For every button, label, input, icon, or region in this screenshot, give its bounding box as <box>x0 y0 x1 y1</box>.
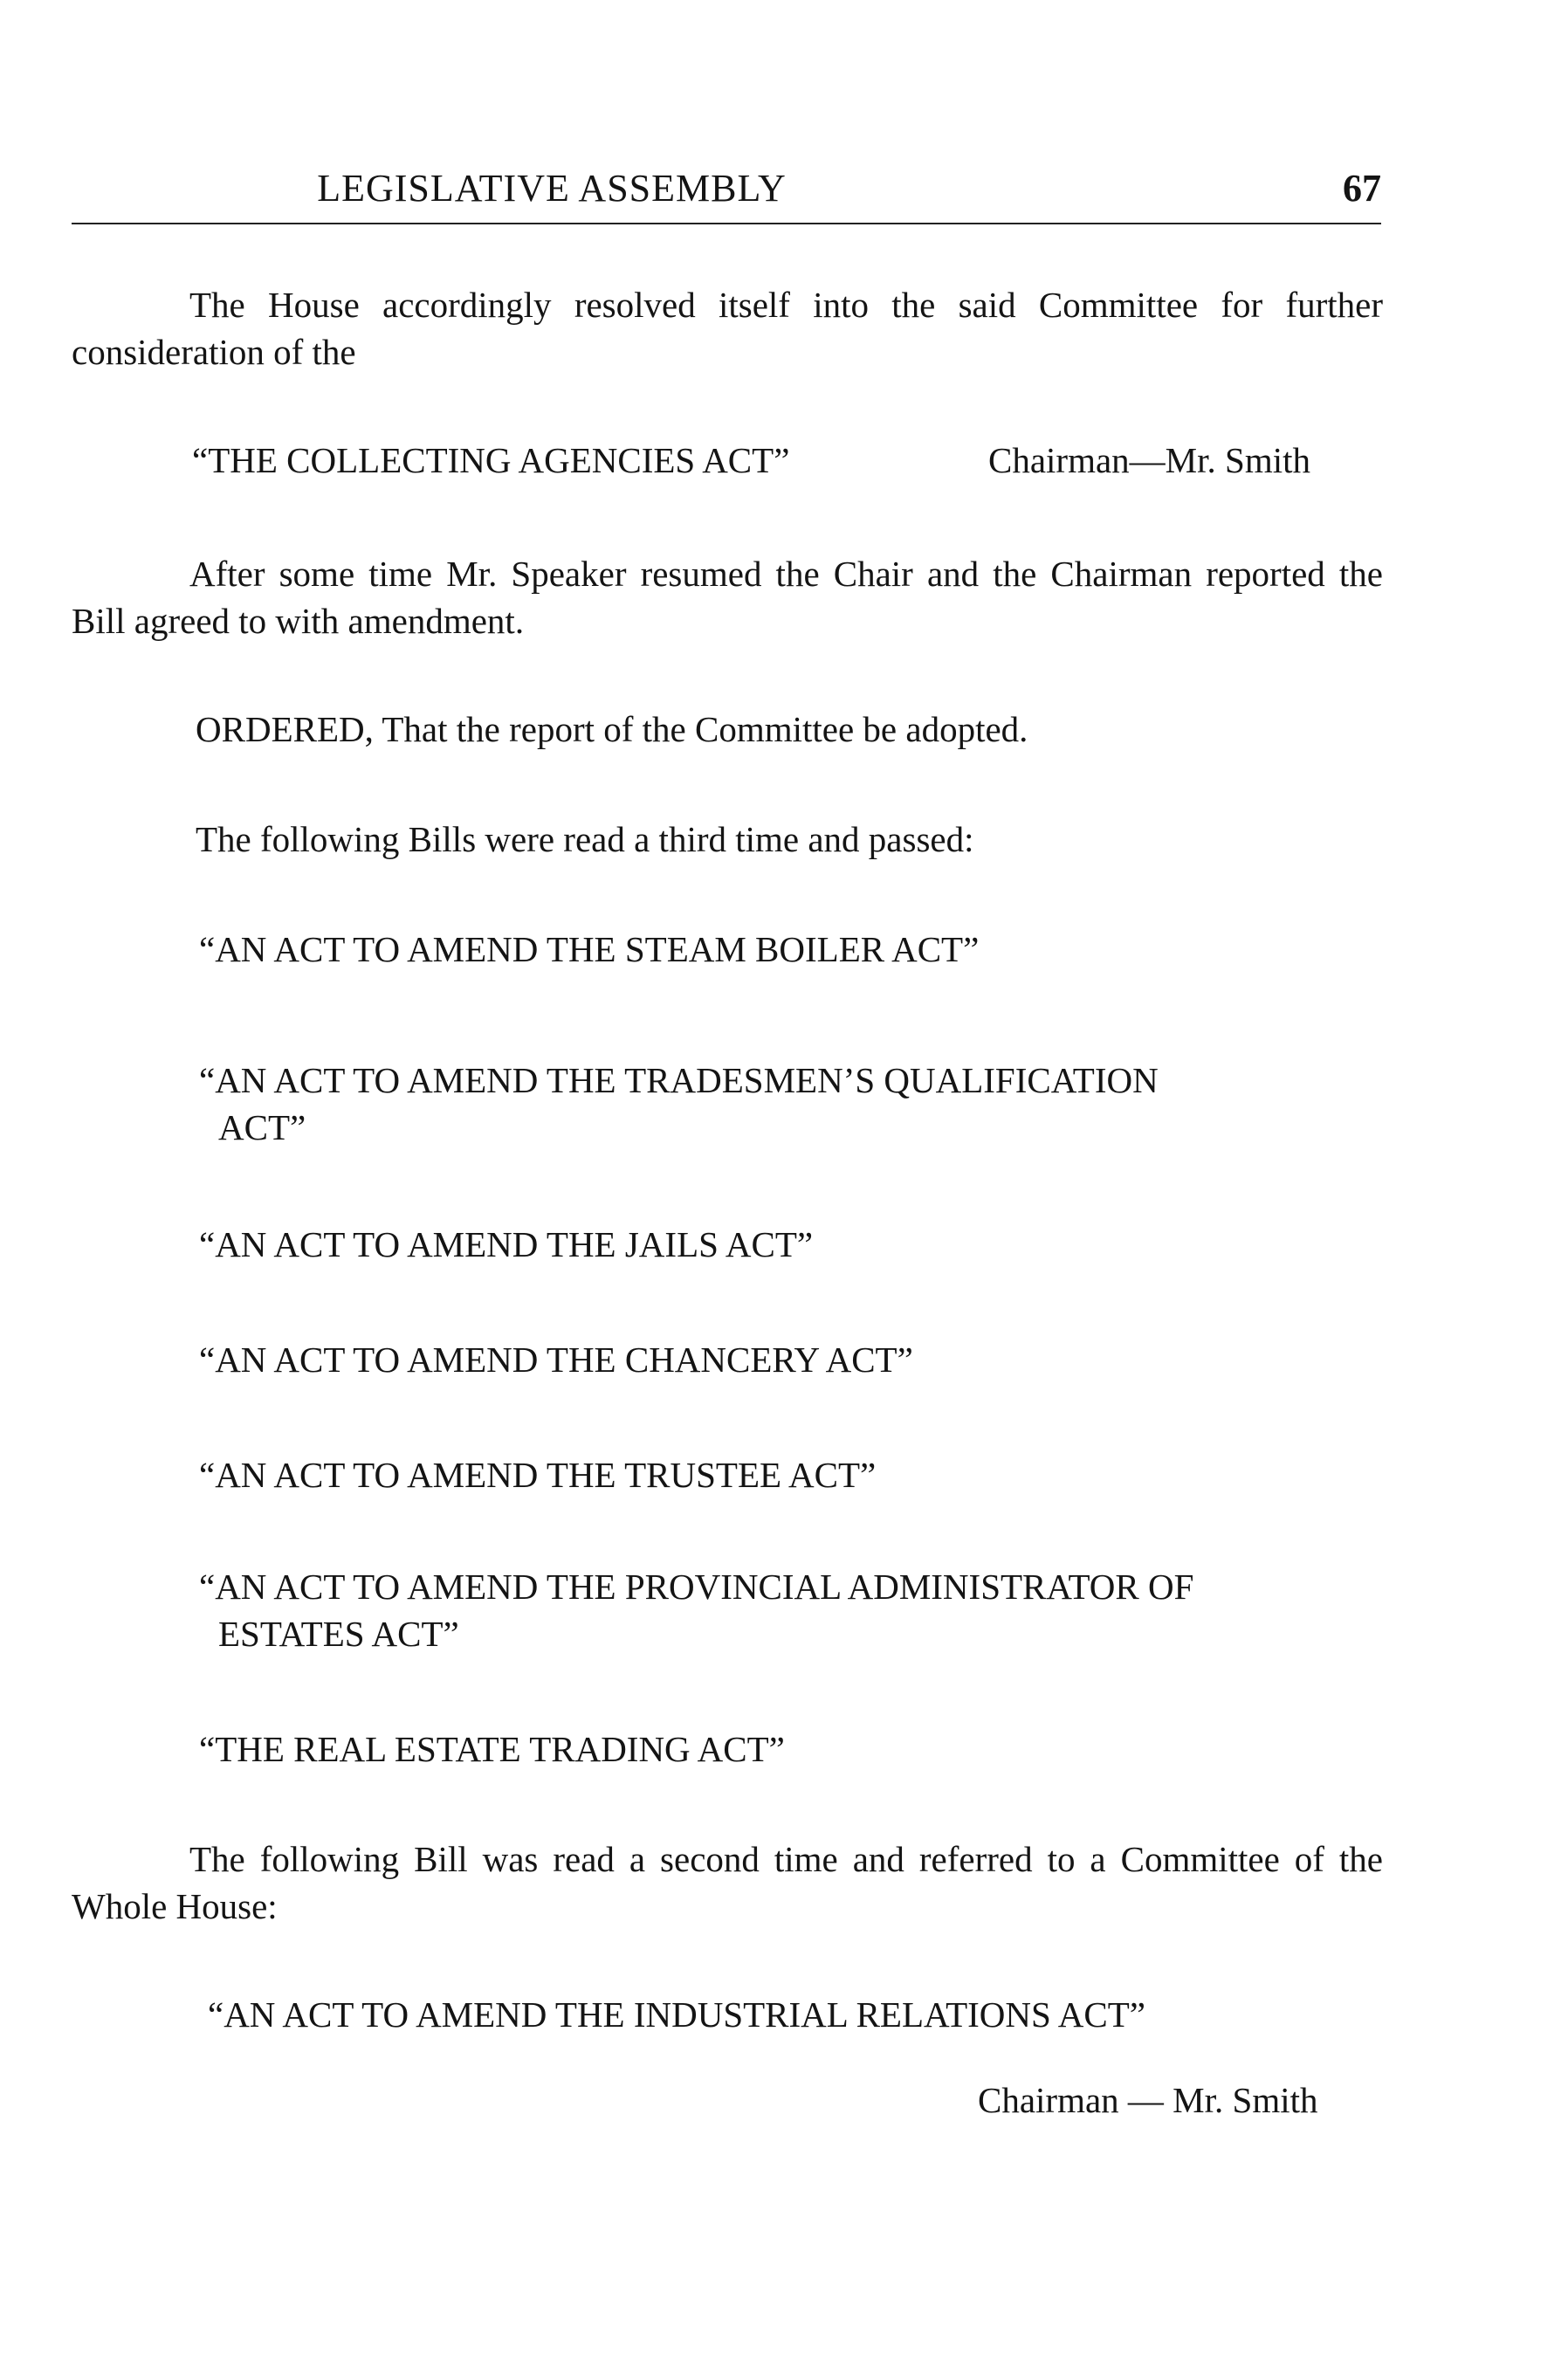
bill-item <box>199 1336 1386 1383</box>
bill-item <box>199 1057 1386 1151</box>
bill-line: “AN ACT TO AMEND THE CHANCERY ACT” <box>199 1340 913 1380</box>
bill-line-continued: ESTATES ACT” <box>218 1614 459 1654</box>
bill-item <box>199 1221 1386 1268</box>
bill-line: “AN ACT TO AMEND THE JAILS ACT” <box>199 1224 814 1264</box>
ordered-paragraph: ORDERED, That the report of the Committee be adopted. <box>196 709 1028 749</box>
header-rule <box>72 223 1381 224</box>
industrial-relations-bill: “AN ACT TO AMEND THE INDUSTRIAL RELATIONS ACT” <box>208 1994 1145 2035</box>
bill-item <box>199 1725 1386 1773</box>
second-reading-intro: The following Bill was read a second time and referred to a Committee of the Whole House: <box>72 1839 1383 1926</box>
bill-item <box>199 1563 1386 1657</box>
bill-line: “THE REAL ESTATE TRADING ACT” <box>199 1729 785 1769</box>
committee-intro-paragraph: The House accordingly resolved itself into the said Committee for further consideration of the <box>72 285 1383 372</box>
bill-line: “AN ACT TO AMEND THE TRADESMEN’S QUALIFICATION <box>199 1060 1159 1100</box>
industrial-relations-chairman: Chairman — Mr. Smith <box>978 2080 1318 2120</box>
collecting-agencies-chairman: Chairman—Mr. Smith <box>988 440 1310 480</box>
page-number: 67 <box>1343 167 1381 210</box>
bill-line: “AN ACT TO AMEND THE PROVINCIAL ADMINISTRATOR OF <box>199 1567 1194 1607</box>
page-header <box>72 157 1381 218</box>
bill-item <box>199 926 1386 973</box>
bill-line: “AN ACT TO AMEND THE STEAM BOILER ACT” <box>199 929 980 969</box>
bill-line-continued: ACT” <box>218 1107 306 1147</box>
collecting-agencies-bill: “THE COLLECTING AGENCIES ACT” <box>192 440 790 480</box>
bill-line: “AN ACT TO AMEND THE TRUSTEE ACT” <box>199 1455 877 1495</box>
running-title: LEGISLATIVE ASSEMBLY <box>317 167 787 210</box>
after-time-paragraph: After some time Mr. Speaker resumed the Chair and the Chairman reported the Bill agreed to with amendment. <box>72 554 1383 641</box>
third-reading-intro: The following Bills were read a third time and passed: <box>196 819 974 859</box>
bill-item <box>199 1451 1386 1498</box>
